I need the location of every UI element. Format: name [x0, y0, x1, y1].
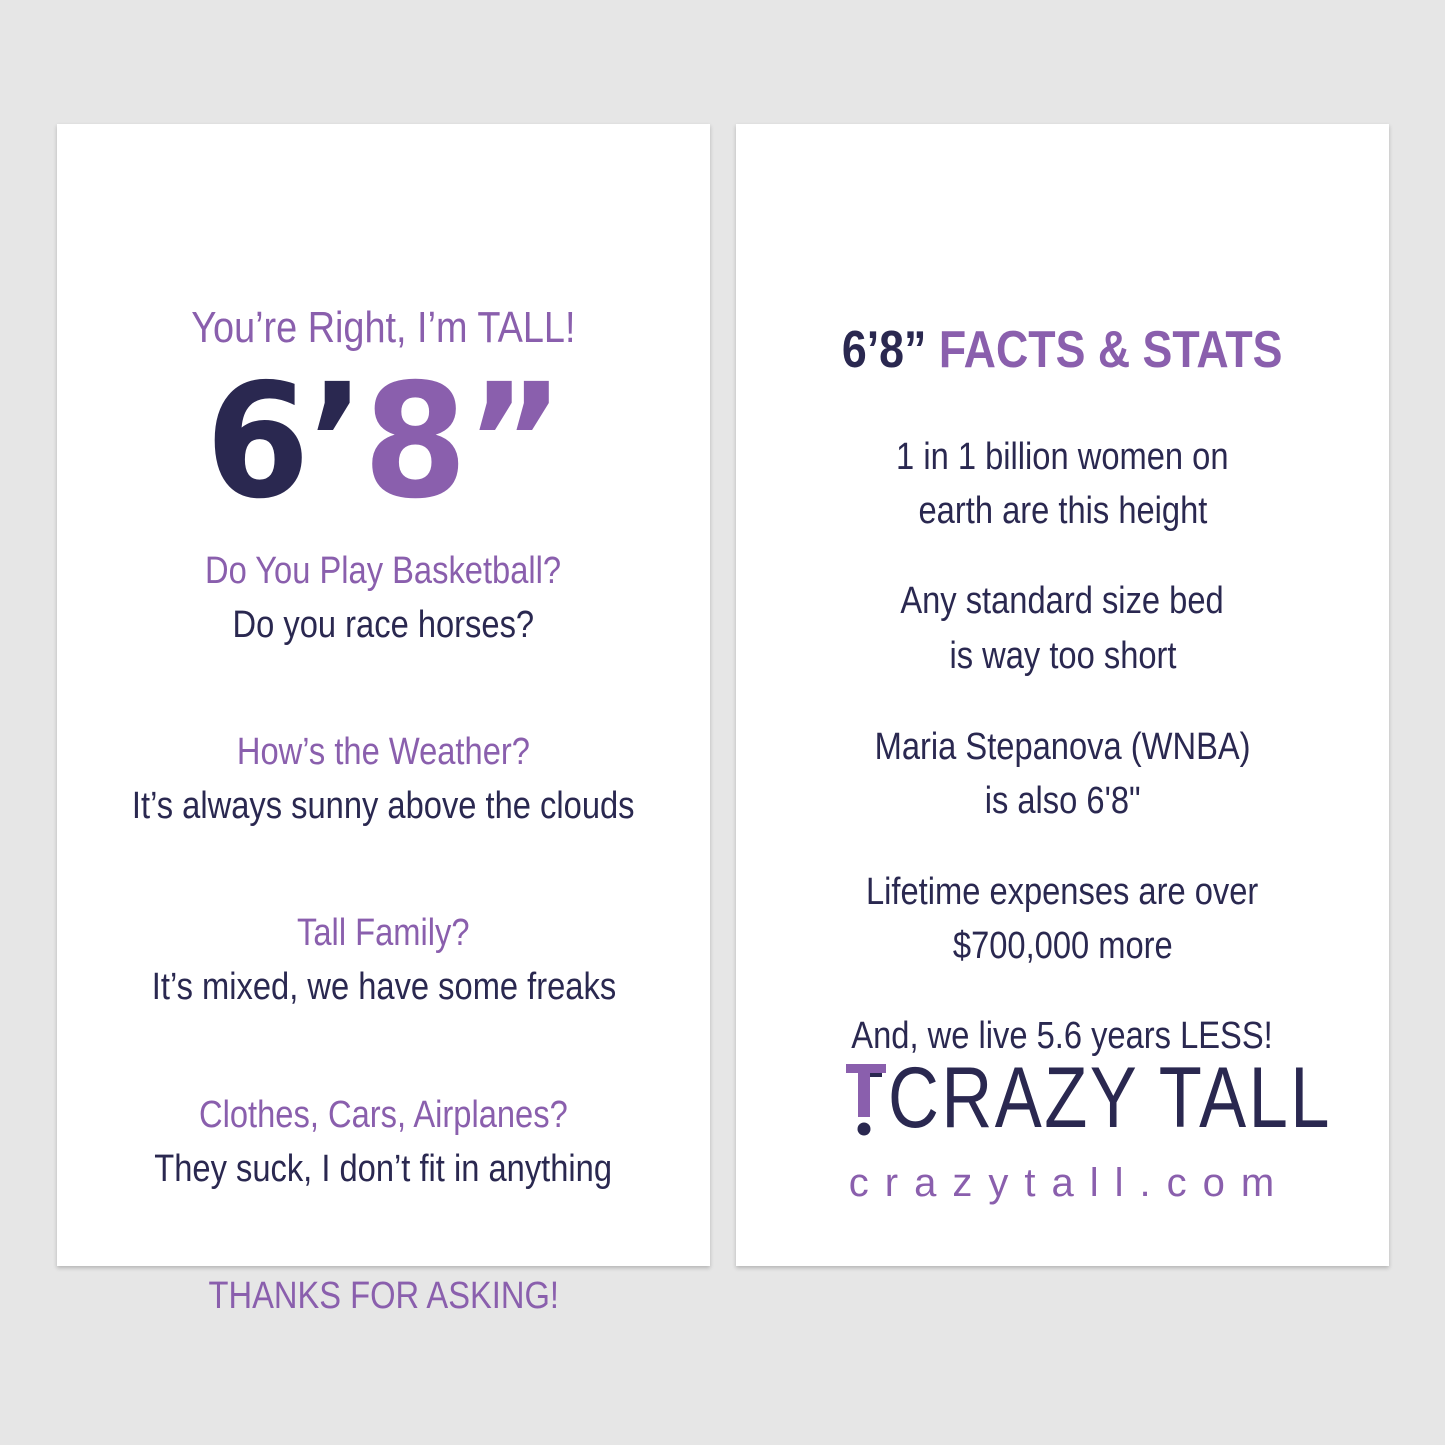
fact-line: Maria Stepanova (WNBA): [874, 726, 1251, 768]
qa-question: How’s the Weather?: [236, 731, 531, 773]
brand-name: CRAZY TALL: [888, 1050, 1332, 1146]
height-inches: 8”: [362, 350, 562, 534]
right-headline: [736, 320, 1389, 380]
fact-line: 1 in 1 billion women on: [896, 436, 1229, 478]
left-card: [57, 124, 710, 1317]
fact-line: is way too short: [948, 635, 1177, 677]
qa-answer: Do you race horses?: [232, 604, 535, 646]
height-feet: 6’: [205, 350, 363, 534]
fact-line: Any standard size bed: [900, 580, 1225, 622]
fact-line: Lifetime expenses are over: [866, 871, 1259, 913]
headline-facts: FACTS & STATS: [939, 321, 1283, 379]
qa-question: Do You Play Basketball?: [205, 550, 562, 592]
fact-line: And, we live 5.6 years LESS!: [851, 1015, 1274, 1057]
left-headline: You’re Right, I’m TALL!: [191, 303, 576, 352]
height-display: [57, 350, 710, 534]
brand-url[interactable]: crazytall.com: [848, 1161, 1291, 1205]
headline-height: 6’8”: [842, 321, 927, 379]
fact-line: $700,000 more: [952, 925, 1173, 967]
qa-answer: It’s mixed, we have some freaks: [151, 966, 616, 1008]
fact-line: is also 6'8": [984, 780, 1141, 822]
closing-text: THANKS FOR ASKING!: [208, 1275, 559, 1317]
qa-question: Clothes, Cars, Airplanes?: [199, 1094, 568, 1136]
tall-person-icon: [846, 1064, 886, 1136]
fact-line: earth are this height: [918, 490, 1207, 532]
qa-answer: They suck, I don’t fit in anything: [154, 1148, 613, 1190]
qa-answer: It’s always sunny above the clouds: [132, 785, 635, 827]
qa-question: Tall Family?: [297, 912, 470, 954]
